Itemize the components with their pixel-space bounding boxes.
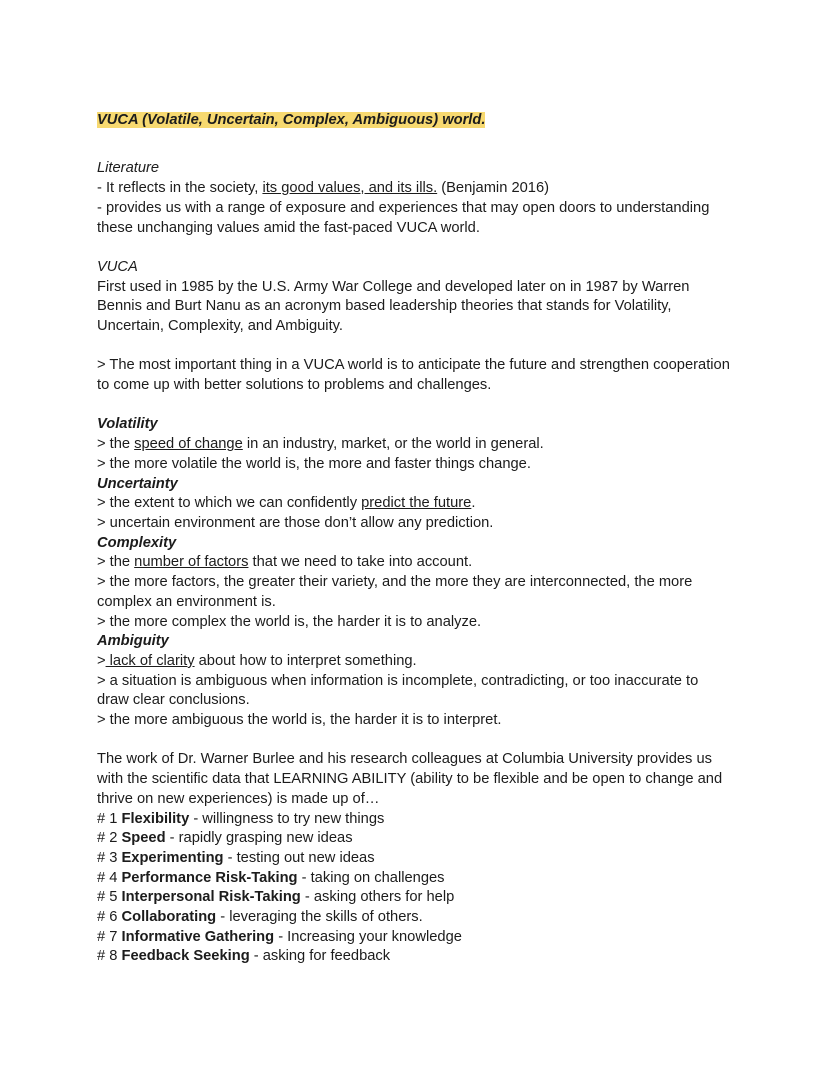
paragraph xyxy=(97,652,731,672)
text-run: > the more complex the world is, the harder it is to analyze. xyxy=(97,613,482,630)
text-run: Uncertainty xyxy=(97,475,178,492)
text-run: - provides us with a range of exposure and experiences that may open doors to understanding these unchanging values amid the fast-paced VUCA world. xyxy=(97,199,710,236)
text-run: VUCA (Volatile, Uncertain, Complex, Ambiguous) world. xyxy=(97,112,486,128)
text-run: > xyxy=(97,652,106,669)
list-item-7 xyxy=(97,928,731,948)
text-run: Performance Risk-Taking xyxy=(121,869,298,886)
text-run: > The most important thing in a VUCA world is to anticipate the future and strengthen cooperation to come up with better solutions to problems and challenges. xyxy=(97,357,730,394)
blank-line xyxy=(97,140,731,160)
list-item-6 xyxy=(97,908,731,928)
text-run: Flexibility xyxy=(121,810,190,827)
text-run: - rapidly grasping new ideas xyxy=(165,830,353,847)
text-run: > the more factors, the greater their variety, and the more they are interconnected, the more complex an environment is. xyxy=(97,574,693,610)
text-run: Literature xyxy=(97,160,160,177)
text-run: Ambiguity xyxy=(97,633,169,650)
text-run: The work of Dr. Warner Burlee and his research colleagues at Columbia University provides us with the scientific data that LEARNING ABILITY (ability to be flexible and be open to change and thrive on new experiences) is made up of… xyxy=(97,751,723,807)
paragraph xyxy=(97,179,731,199)
blank-line xyxy=(97,238,731,258)
blank-line xyxy=(97,396,731,416)
text-run: # 7 xyxy=(97,928,122,945)
paragraph xyxy=(97,711,731,731)
text-run: number of factors xyxy=(134,554,249,571)
text-run: - asking for feedback xyxy=(249,948,391,965)
text-run: > a situation is ambiguous when information is incomplete, contradicting, or too inaccurate to draw clear conclusions. xyxy=(97,672,699,709)
paragraph xyxy=(97,199,731,238)
text-run: > the more volatile the world is, the more and faster things change. xyxy=(97,455,531,472)
text-run: # 5 xyxy=(97,889,122,906)
section-heading-complexity xyxy=(97,534,731,554)
paragraph xyxy=(97,514,731,534)
paragraph xyxy=(97,750,731,809)
text-run: Feedback Seeking xyxy=(121,948,250,965)
blank-line xyxy=(97,337,731,357)
section-heading-literature xyxy=(97,159,731,179)
text-run: VUCA xyxy=(97,258,138,275)
paragraph xyxy=(97,356,731,395)
text-run: > the more ambiguous the world is, the harder it is to interpret. xyxy=(97,712,502,729)
paragraph xyxy=(97,435,731,455)
text-run: # 8 xyxy=(97,948,122,965)
list-item-1 xyxy=(97,810,731,830)
text-run: Volatility xyxy=(97,416,158,433)
text-run: Informative Gathering xyxy=(121,928,275,945)
text-run: > the xyxy=(97,554,135,571)
paragraph xyxy=(97,613,731,633)
text-run: Experimenting xyxy=(121,849,224,866)
text-run: - testing out new ideas xyxy=(223,849,375,866)
text-run: > uncertain environment are those don’t allow any prediction. xyxy=(97,515,494,531)
text-run: Speed xyxy=(121,830,166,847)
document-body xyxy=(97,111,731,967)
paragraph xyxy=(97,278,731,337)
text-run: # 4 xyxy=(97,869,122,886)
text-run: # 2 xyxy=(97,830,122,847)
text-run: # 3 xyxy=(97,849,122,866)
text-run: First used in 1985 by the U.S. Army War College and developed later on in 1987 by Warren Bennis and Burt Nanu as an acronym based leadership theories that stands for Volatility, Uncertain, Complexity, and Ambiguity. xyxy=(97,278,690,334)
text-run: - asking others for help xyxy=(300,889,455,906)
section-heading-vuca xyxy=(97,258,731,278)
list-item-8 xyxy=(97,947,731,967)
list-item-2 xyxy=(97,829,731,849)
text-run: in an industry, market, or the world in general. xyxy=(242,436,544,453)
list-item-5 xyxy=(97,888,731,908)
list-item-3 xyxy=(97,849,731,869)
paragraph xyxy=(97,494,731,514)
document-title xyxy=(97,111,731,131)
paragraph xyxy=(97,455,731,475)
text-run: # 6 xyxy=(97,909,122,926)
text-run: lack of clarity xyxy=(105,652,195,669)
text-run: speed of change xyxy=(134,436,243,453)
paragraph xyxy=(97,573,731,612)
text-run: - Increasing your knowledge xyxy=(274,928,462,945)
text-run: that we need to take into account. xyxy=(248,554,473,571)
text-run: - It reflects in the society, xyxy=(97,180,263,197)
text-run: > the xyxy=(97,436,135,453)
text-run: . xyxy=(471,495,476,512)
text-run: - willingness to try new things xyxy=(189,810,385,827)
text-run: Complexity xyxy=(97,534,177,551)
text-run: - taking on challenges xyxy=(297,869,445,886)
list-item-4 xyxy=(97,869,731,889)
text-run: predict the future xyxy=(361,495,472,512)
text-run: its good values, and its ills. xyxy=(262,180,438,197)
blank-line xyxy=(97,731,731,751)
text-run: about how to interpret something. xyxy=(194,652,417,669)
text-run: > the extent to which we can confidently xyxy=(97,495,362,512)
section-heading-volatility xyxy=(97,415,731,435)
section-heading-uncertainty xyxy=(97,475,731,495)
text-run: - leveraging the skills of others. xyxy=(216,909,423,926)
text-run: (Benjamin 2016) xyxy=(437,180,550,197)
text-run: # 1 xyxy=(97,810,122,827)
section-heading-ambiguity xyxy=(97,632,731,652)
paragraph xyxy=(97,672,731,711)
paragraph xyxy=(97,553,731,573)
text-run: Collaborating xyxy=(121,909,217,926)
text-run: Interpersonal Risk-Taking xyxy=(121,889,301,906)
